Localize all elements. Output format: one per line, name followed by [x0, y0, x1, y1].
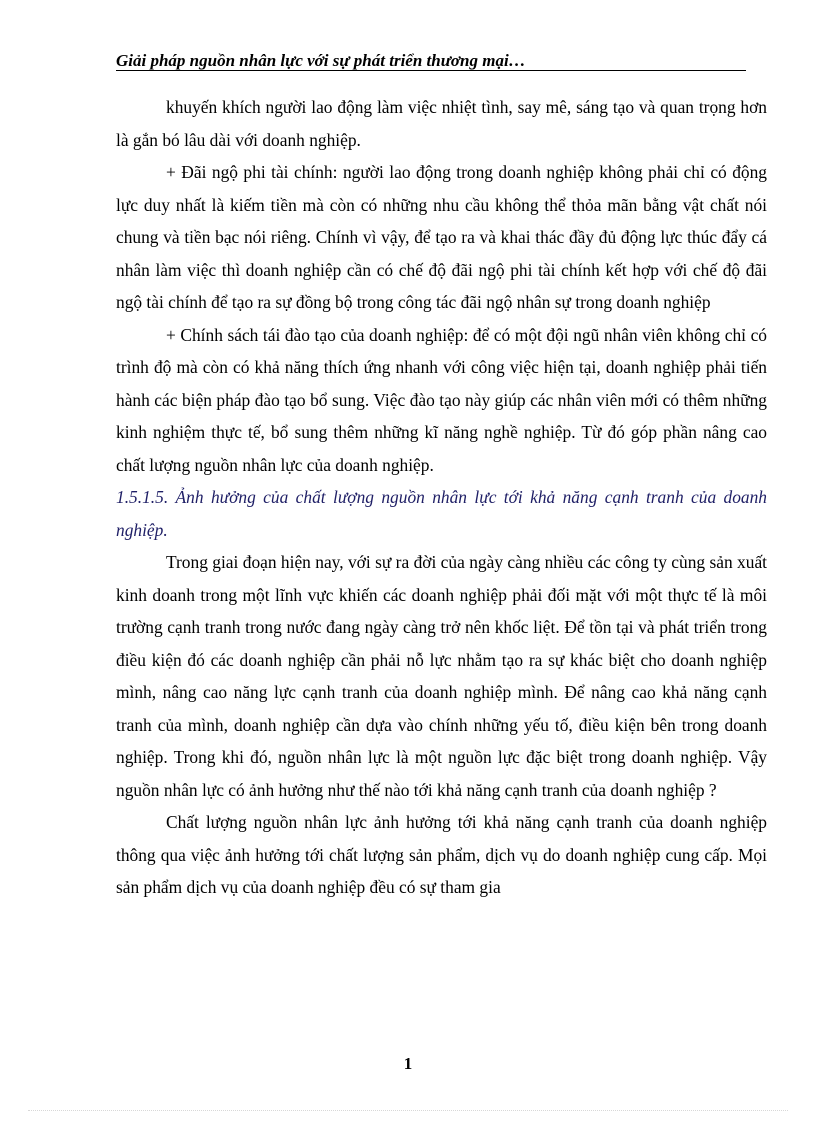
running-header: Giải pháp nguồn nhân lực với sự phát triển thương mại…	[116, 51, 526, 70]
paragraph-retraining-policy: + Chính sách tái đào tạo của doanh nghiệp: để có một đội ngũ nhân viên không chỉ có trình độ mà còn có khả năng thích ứng nhanh với công việc hiện tại, doanh nghiệp phải tiến hành các biện pháp đào tạo bổ sung. Việc đào tạo này giúp các nhân viên mới có thêm những kinh nghiệm thực tế, bổ sung thêm những kĩ năng nghề nghiệp. Từ đó góp phần nâng cao chất lượng nguồn nhân lực của doanh nghiệp.	[116, 324, 767, 475]
document-body	[116, 91, 767, 904]
page-number: 1	[403, 1054, 413, 1073]
header-divider	[116, 70, 746, 71]
section-heading: 1.5.1.5. Ảnh hưởng của chất lượng nguồn nhân lực tới khả năng cạnh tranh của doanh nghiệp.	[116, 487, 767, 540]
paragraph-continuation: khuyến khích người lao động làm việc nhiệt tình, say mê, sáng tạo và quan trọng hơn là gắn bó lâu dài với doanh nghiệp.	[116, 97, 767, 150]
page-bottom-divider	[28, 1110, 788, 1111]
paragraph-quality-impact: Chất lượng nguồn nhân lực ảnh hưởng tới khả năng cạnh tranh của doanh nghiệp thông qua việc ảnh hưởng tới chất lượng sản phẩm, dịch vụ do doanh nghiệp cung cấp. Mọi sản phẩm dịch vụ của doanh nghiệp đều có sự tham gia	[116, 812, 767, 897]
paragraph-non-financial-benefits: + Đãi ngộ phi tài chính: người lao động trong doanh nghiệp không phải chỉ có động lực duy nhất là kiếm tiền mà còn có những nhu cầu không thể thỏa mãn bằng vật chất nói chung và tiền bạc nói riêng. Chính vì vậy, để tạo ra và khai thác đầy đủ động lực thúc đẩy cá nhân làm việc thì doanh nghiệp cần có chế độ đãi ngộ phi tài chính kết hợp với chế độ đãi ngộ tài chính để tạo ra sự đồng bộ trong công tác đãi ngộ nhân sự trong doanh nghiệp	[116, 162, 767, 312]
paragraph-competition-context: Trong giai đoạn hiện nay, với sự ra đời của ngày càng nhiều các công ty cùng sản xuất kinh doanh trong một lĩnh vực khiến các doanh nghiệp phải đối mặt với một thực tế là môi trường cạnh tranh trong nước đang ngày càng trở nên khốc liệt. Để tồn tại và phát triển trong điều kiện đó các doanh nghiệp cần phải nỗ lực nhằm tạo ra sự khác biệt cho doanh nghiệp mình, nâng cao năng lực cạnh tranh của doanh nghiệp mình. Để nâng cao khả năng cạnh tranh của mình, doanh nghiệp cần dựa vào chính những yếu tố, điều kiện bên trong doanh nghiệp. Trong khi đó, nguồn nhân lực là một nguồn lực đặc biệt trong doanh nghiệp. Vậy nguồn nhân lực có ảnh hưởng như thế nào tới khả năng cạnh tranh của doanh nghiệp ?	[116, 552, 767, 800]
